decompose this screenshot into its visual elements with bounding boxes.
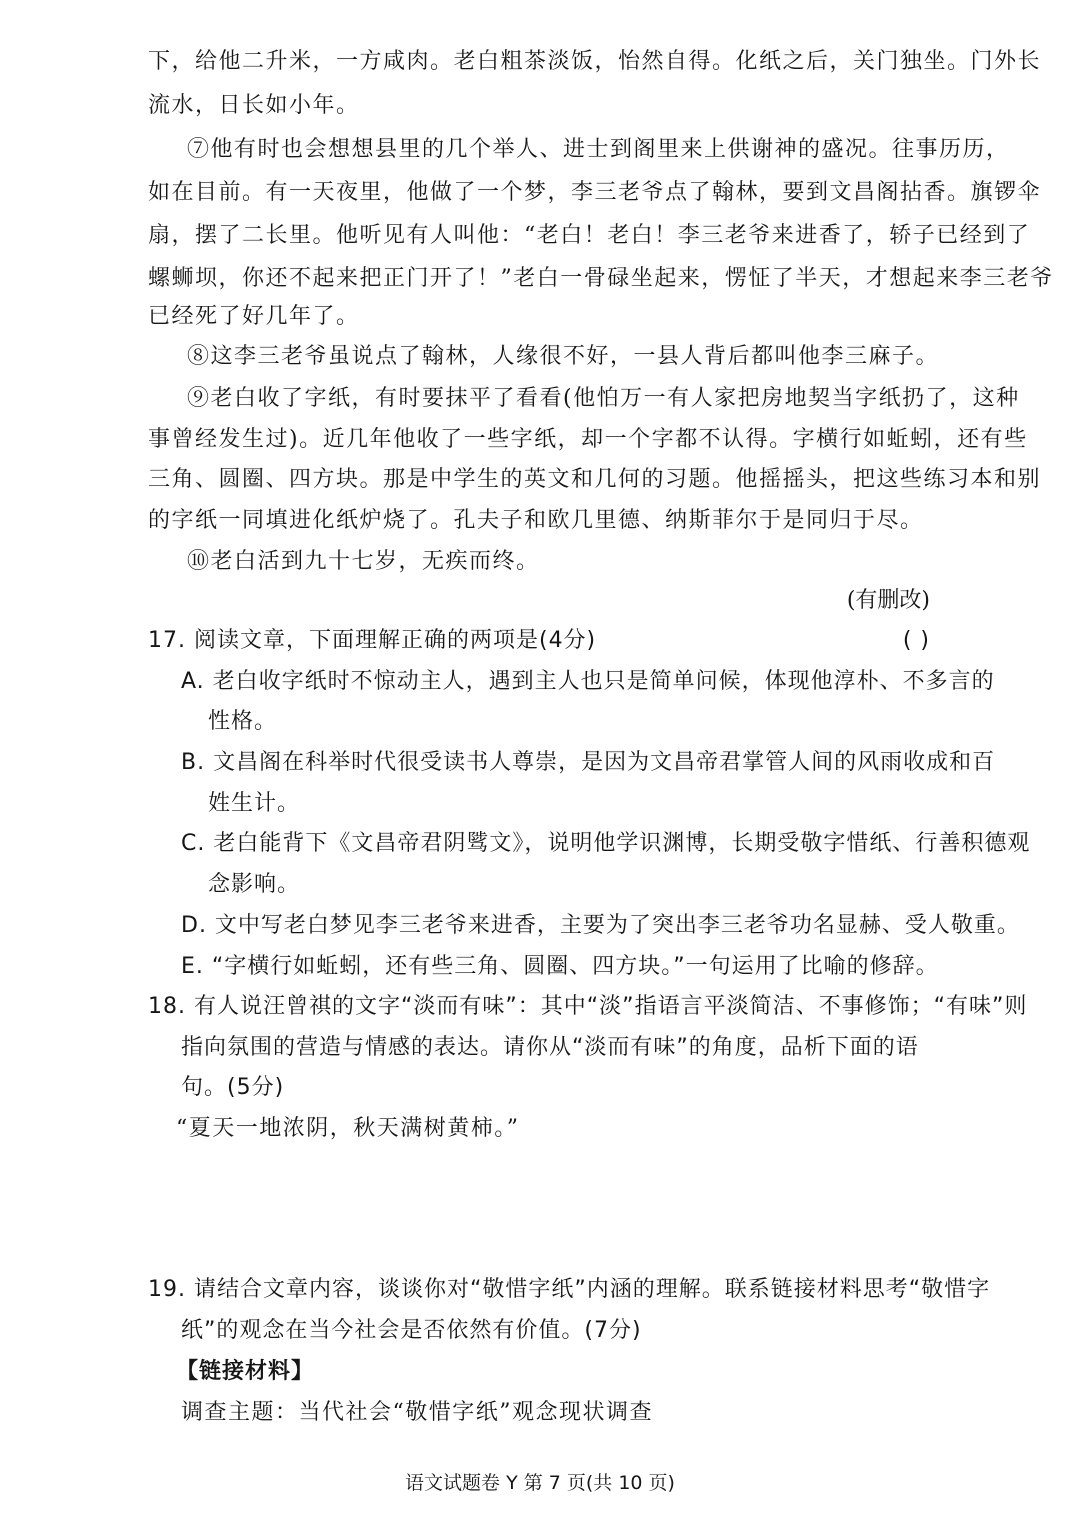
question-18-stem: 18. 有人说汪曾祺的文字“淡而有味”：其中“淡”指语言平淡简洁、不事修饰；“有味”则: [148, 994, 1028, 1019]
passage-paragraph-10: ⑩老白活到九十七岁，无疾而终。: [187, 549, 540, 574]
question-18-quote: “夏天一地浓阴，秋天满树黄柿。”: [176, 1116, 520, 1141]
passage-paragraph-8: ⑧这李三老爷虽说点了翰林，人缘很不好，一县人背后都叫他李三麻子。: [187, 344, 940, 369]
q17-option-b: B. 文昌阁在科举时代很受读书人尊崇，是因为文昌帝君掌管人间的风雨收成和百: [181, 750, 996, 775]
survey-topic: 调查主题：当代社会“敬惜字纸”观念现状调查: [181, 1400, 653, 1425]
passage-line: 下，给他二升米，一方咸肉。老白粗茶淡饭，怡然自得。化纸之后，关门独坐。门外长: [148, 49, 1042, 74]
page-footer: 语文试题卷 Y 第 7 页(共 10 页): [405, 1472, 675, 1494]
linked-material-heading: 【链接材料】: [176, 1359, 315, 1384]
passage-line: 的字纸一同填进化纸炉烧了。孔夫子和欧几里德、纳斯菲尔于是同归于尽。: [148, 508, 924, 533]
question-19-stem-cont: 纸”的观念在当今社会是否依然有价值。(7分): [181, 1318, 642, 1343]
q17-option-d: D. 文中写老白梦见李三老爷来进香，主要为了突出李三老爷功名显赫、受人敬重。: [181, 913, 1020, 938]
passage-paragraph-9: ⑨老白收了字纸，有时要抹平了看看(他怕万一有人家把房地契当字纸扔了，这种: [187, 386, 1020, 411]
question-18-stem-cont: 句。(5分): [181, 1075, 285, 1100]
q17-option-b-cont: 姓生计。: [208, 791, 301, 816]
question-18-stem-cont: 指向氛围的营造与情感的表达。请你从“淡而有味”的角度，品析下面的语: [181, 1035, 919, 1060]
passage-line: 流水，日长如小年。: [148, 93, 360, 118]
passage-line: 扇，摆了二长里。他听见有人叫他：“老白！老白！李三老爷来进香了，轿子已经到了: [148, 223, 1031, 248]
q17-option-e: E. “字横行如蚯蚓，还有些三角、圆圈、四方块。”一句运用了比喻的修辞。: [181, 954, 939, 979]
q17-option-a: A. 老白收字纸时不惊动主人，遇到主人也只是简单问候，体现他淳朴、不多言的: [181, 669, 995, 694]
passage-line: 已经死了好几年了。: [148, 304, 360, 329]
answer-blank[interactable]: ( ): [902, 628, 930, 653]
passage-line: 三角、圆圈、四方块。那是中学生的英文和几何的习题。他摇摇头，把这些练习本和别: [148, 467, 1042, 492]
q17-option-a-cont: 性格。: [208, 709, 278, 734]
question-19-stem: 19. 请结合文章内容，谈谈你对“敬惜字纸”内涵的理解。联系链接材料思考“敬惜字: [148, 1277, 991, 1302]
passage-line: 如在目前。有一天夜里，他做了一个梦，李三老爷点了翰林，要到文昌阁拈香。旗锣伞: [148, 180, 1042, 205]
passage-paragraph-7: ⑦他有时也会想想县里的几个举人、进士到阁里来上供谢神的盛况。往事历历，: [187, 137, 1010, 162]
q17-option-c: C. 老白能背下《文昌帝君阴骘文》，说明他学识渊博，长期受敬字惜纸、行善积德观: [181, 831, 1031, 856]
passage-line: 事曾经发生过)。近几年他收了一些字纸，却一个字都不认得。字横行如蚯蚓，还有些: [148, 427, 1028, 452]
q17-option-c-cont: 念影响。: [208, 872, 301, 897]
passage-line: 螺蛳坝，你还不起来把正门开了！”老白一骨碌坐起来，愣怔了半天，才想起来李三老爷: [148, 266, 1054, 291]
source-note: (有删改): [846, 588, 930, 613]
question-17-stem: 17. 阅读文章，下面理解正确的两项是(4分): [148, 628, 597, 653]
